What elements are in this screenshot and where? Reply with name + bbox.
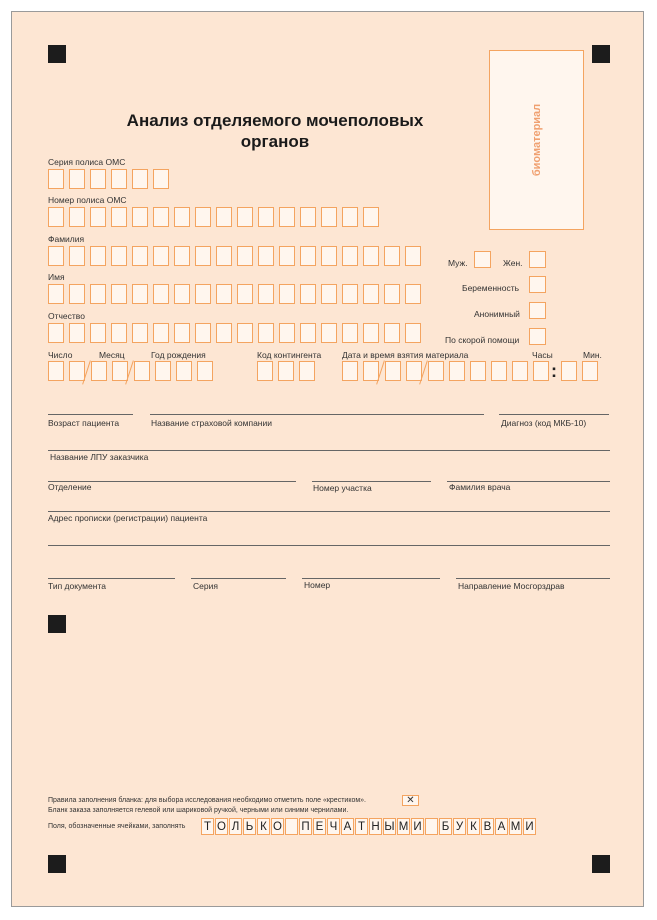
input-cell[interactable] [342,323,358,343]
input-cell[interactable] [363,284,379,304]
pregnancy-label: Беременность [462,283,520,293]
input-cell[interactable] [153,207,169,227]
input-cell[interactable] [69,284,85,304]
doc-series-label: Серия [193,581,218,591]
address-line-top [48,511,610,512]
date-separator [125,361,135,383]
letter-cell: У [453,818,466,835]
input-cell[interactable] [174,323,190,343]
anonymous-label: Анонимный [474,309,520,319]
input-cell[interactable] [321,246,337,266]
time-colon: : [551,361,557,381]
input-cell[interactable] [279,246,295,266]
input-cell[interactable] [384,323,400,343]
name-cells[interactable] [48,284,426,304]
doc-number-label: Номер [304,580,331,590]
doc-number-line[interactable] [302,578,440,579]
male-label: Муж. [448,258,468,268]
input-cell[interactable] [48,169,64,189]
input-cell[interactable] [195,246,211,266]
input-cell[interactable] [384,284,400,304]
biomaterial-box[interactable] [489,50,584,230]
input-cell[interactable] [132,207,148,227]
hours-cell[interactable] [512,361,528,381]
input-cell[interactable] [90,246,106,266]
letter-cell: Е [313,818,326,835]
sample-datetime-cells[interactable] [342,361,603,383]
print-letters-example [201,818,537,835]
title-line-1: Анализ отделяемого мочеполовых [126,111,424,130]
input-cell[interactable] [153,323,169,343]
letter-cell: Ч [327,818,340,835]
input-cell[interactable] [174,246,190,266]
input-cell[interactable] [91,361,107,381]
letter-cell: О [215,818,228,835]
policy-series-label: Серия полиса ОМС [48,157,126,167]
input-cell[interactable] [90,284,106,304]
input-cell[interactable] [176,361,192,381]
input-cell[interactable] [321,323,337,343]
diagnosis-line[interactable] [499,414,609,415]
letter-cell: И [411,818,424,835]
input-cell[interactable] [48,323,64,343]
input-cell[interactable] [385,361,401,381]
name-label: Имя [48,272,65,282]
input-cell[interactable] [257,361,273,381]
rules-line-2: Бланк заказа заполняется гелевой или шариковой ручкой, черными или синими чернилами. [48,807,349,814]
contingent-code-cells[interactable] [257,361,320,381]
input-cell[interactable] [300,284,316,304]
letter-cell: А [341,818,354,835]
patronymic-cells[interactable] [48,323,426,343]
input-cell[interactable] [342,246,358,266]
letter-cell: И [523,818,536,835]
input-cell[interactable] [48,246,64,266]
input-cell[interactable] [111,169,127,189]
clinic-name-label: Название ЛПУ заказчика [50,452,149,462]
input-cell[interactable] [134,361,150,381]
input-cell[interactable] [195,284,211,304]
input-cell[interactable] [195,323,211,343]
doctor-surname-label: Фамилия врача [449,482,511,492]
diagnosis-label: Диагноз (код МКБ-10) [501,418,587,428]
birth-year-label: Год рождения [151,350,206,360]
insurer-line[interactable] [150,414,484,415]
input-cell[interactable] [69,169,85,189]
input-cell[interactable] [132,323,148,343]
input-cell[interactable] [48,361,64,381]
policy-number-cells[interactable] [48,207,384,227]
input-cell[interactable] [258,284,274,304]
input-cell[interactable] [470,361,486,381]
letter-cell: Т [355,818,368,835]
input-cell[interactable] [237,323,253,343]
form-title [100,110,450,152]
referral-line[interactable] [456,578,610,579]
policy-number-label: Номер полиса ОМС [48,195,127,205]
input-cell[interactable] [132,246,148,266]
input-cell[interactable] [216,323,232,343]
input-cell[interactable] [216,284,232,304]
hours-cell[interactable] [533,361,549,381]
clinic-name-line[interactable] [48,450,610,451]
input-cell[interactable] [363,207,379,227]
input-cell[interactable] [300,207,316,227]
patient-age-line[interactable] [48,414,133,415]
male-checkbox[interactable] [474,251,491,268]
input-cell[interactable] [405,284,421,304]
input-cell[interactable] [155,361,171,381]
input-cell[interactable] [258,246,274,266]
input-cell[interactable] [321,284,337,304]
input-cell[interactable] [279,207,295,227]
input-cell[interactable] [69,323,85,343]
input-cell[interactable] [90,207,106,227]
policy-series-cells[interactable] [48,169,174,189]
minutes-cell[interactable] [561,361,577,381]
input-cell[interactable] [174,207,190,227]
biomaterial-label: биоматериал [530,103,543,177]
input-cell[interactable] [195,207,211,227]
input-cell[interactable] [278,361,294,381]
surname-label: Фамилия [48,234,85,244]
rules-line-3: Поля, обозначенные ячейками, заполнять [48,823,186,830]
letter-cell: П [299,818,312,835]
input-cell[interactable] [90,169,106,189]
input-cell[interactable] [363,246,379,266]
insurer-label: Название страховой компании [151,418,272,428]
input-cell[interactable] [69,207,85,227]
anonymous-checkbox[interactable] [529,302,546,319]
date-separator [419,361,429,383]
title-line-2: органов [240,132,310,151]
input-cell[interactable] [405,323,421,343]
input-cell[interactable] [197,361,213,381]
female-label: Жен. [503,258,523,268]
department-label: Отделение [48,482,92,492]
input-cell[interactable] [153,246,169,266]
registration-mark-middle-left [48,615,66,633]
input-cell[interactable] [216,207,232,227]
input-cell[interactable] [321,207,337,227]
input-cell[interactable] [279,284,295,304]
letter-cell: М [397,818,410,835]
district-number-line[interactable] [312,481,431,482]
input-cell[interactable] [237,246,253,266]
input-cell[interactable] [111,323,127,343]
input-cell[interactable] [258,323,274,343]
letter-cell-empty [425,818,438,835]
minutes-label: Мин. [583,350,602,360]
ambulance-label: По скорой помощи [445,335,520,345]
patronymic-label: Отчество [48,311,85,321]
month-label: Месяц [99,350,125,360]
date-separator [376,361,386,383]
input-cell[interactable] [216,246,232,266]
referral-label: Направление Мосгорздрав [458,581,565,591]
letter-cell: Ы [383,818,396,835]
input-cell[interactable] [405,246,421,266]
input-cell[interactable] [153,284,169,304]
letter-cell: Н [369,818,382,835]
input-cell[interactable] [132,169,148,189]
rules-line-1: Правила заполнения бланка: для выбора исследования необходимо отметить поле «крестиком». [48,797,366,804]
input-cell[interactable] [48,284,64,304]
input-cell[interactable] [237,207,253,227]
letter-cell: Б [439,818,452,835]
letter-cell: Л [229,818,242,835]
address-label: Адрес прописки (регистрации) пациента [48,513,208,523]
registration-mark-top-right [592,45,610,63]
registration-mark-top-left [48,45,66,63]
cross-example-box: ✕ [402,795,419,806]
letter-cell: М [509,818,522,835]
registration-mark-bottom-left [48,855,66,873]
address-line[interactable] [48,545,610,546]
sample-datetime-label: Дата и время взятия материала [342,350,469,360]
input-cell[interactable] [342,284,358,304]
input-cell[interactable] [279,323,295,343]
input-cell[interactable] [300,323,316,343]
doc-series-line[interactable] [191,578,286,579]
female-checkbox[interactable] [529,251,546,268]
input-cell[interactable] [299,361,315,381]
date-separator [82,361,92,383]
letter-cell: К [257,818,270,835]
input-cell[interactable] [491,361,507,381]
letter-cell: К [467,818,480,835]
input-cell[interactable] [90,323,106,343]
input-cell[interactable] [449,361,465,381]
day-label: Число [48,350,73,360]
letter-cell-empty [285,818,298,835]
input-cell[interactable] [258,207,274,227]
patient-age-label: Возраст пациента [48,418,120,428]
letter-cell: Ь [243,818,256,835]
input-cell[interactable] [111,207,127,227]
doc-type-line[interactable] [48,578,175,579]
input-cell[interactable] [363,323,379,343]
pregnancy-checkbox[interactable] [529,276,546,293]
input-cell[interactable] [342,361,358,381]
input-cell[interactable] [342,207,358,227]
input-cell[interactable] [111,246,127,266]
input-cell[interactable] [174,284,190,304]
ambulance-checkbox[interactable] [529,328,546,345]
hours-label: Часы [532,350,553,360]
letter-cell: О [271,818,284,835]
district-number-label: Номер участка [313,483,372,493]
input-cell[interactable] [384,246,400,266]
registration-mark-bottom-right [592,855,610,873]
letter-cell: А [495,818,508,835]
letter-cell: В [481,818,494,835]
input-cell[interactable] [300,246,316,266]
input-cell[interactable] [132,284,148,304]
input-cell[interactable] [111,284,127,304]
input-cell[interactable] [153,169,169,189]
input-cell[interactable] [48,207,64,227]
input-cell[interactable] [69,246,85,266]
doc-type-label: Тип документа [48,581,106,591]
birth-date-cells[interactable] [48,361,218,383]
minutes-cell[interactable] [582,361,598,381]
input-cell[interactable] [237,284,253,304]
contingent-code-label: Код контингента [257,350,322,360]
surname-cells[interactable] [48,246,426,266]
input-cell[interactable] [428,361,444,381]
letter-cell: Т [201,818,214,835]
